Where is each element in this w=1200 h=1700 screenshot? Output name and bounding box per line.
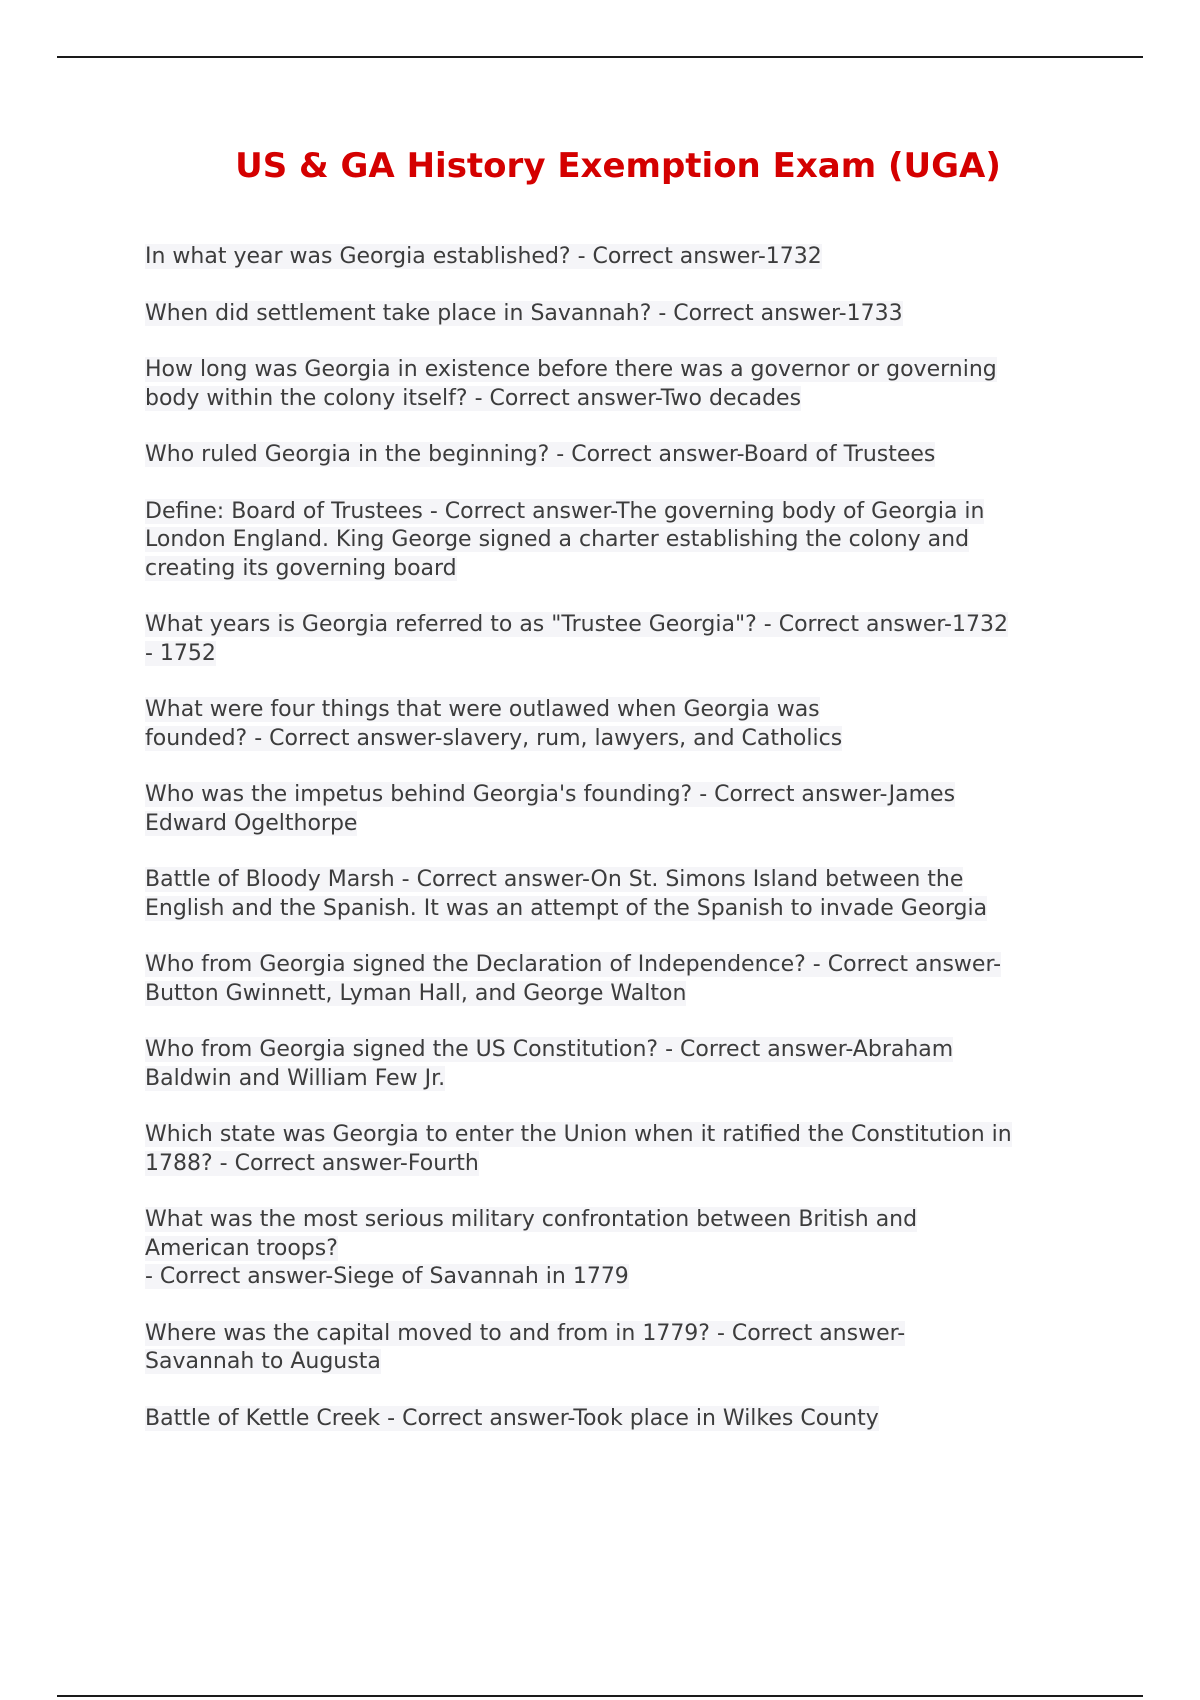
question-answer-text: Define: Board of Trustees - Correct answer-The governing body of Georgia in London England. King George signed a charter establishing the colony and creating its governing board bbox=[145, 498, 985, 581]
list-item bbox=[145, 696, 1105, 753]
question-answer-text: Who was the impetus behind Georgia's founding? - Correct answer-James Edward Ogelthorpe bbox=[145, 782, 956, 836]
question-answer-text: Who ruled Georgia in the beginning? - Correct answer-Board of Trustees bbox=[145, 442, 936, 467]
question-answer-text: Who from Georgia signed the US Constitution? - Correct answer-Abraham Baldwin and William Few Jr. bbox=[145, 1037, 954, 1091]
list-item bbox=[145, 781, 1105, 838]
list-item bbox=[145, 1036, 1105, 1093]
list-item bbox=[145, 611, 1105, 668]
list-item bbox=[145, 1121, 1105, 1178]
list-item bbox=[145, 243, 1105, 272]
list-item bbox=[145, 1320, 1105, 1377]
list-item bbox=[145, 441, 1105, 470]
question-answer-text: Which state was Georgia to enter the Union when it ratified the Constitution in 1788? - Correct answer-Fourth bbox=[145, 1122, 1012, 1176]
question-answer-text: Battle of Bloody Marsh - Correct answer-On St. Simons Island between the English and the Spanish. It was an attempt of the Spanish to invade Georgia bbox=[145, 867, 988, 921]
question-answer-text: In what year was Georgia established? - Correct answer-1732 bbox=[145, 244, 822, 269]
question-answer-text: Battle of Kettle Creek - Correct answer-Took place in Wilkes County bbox=[145, 1405, 879, 1431]
question-answer-text: Where was the capital moved to and from in 1779? - Correct answer- Savannah to Augusta bbox=[145, 1320, 906, 1374]
top-rule bbox=[57, 56, 1143, 58]
list-item bbox=[145, 1405, 1105, 1434]
question-answer-text: What was the most serious military confrontation between British and American troops? - Correct answer-Siege of Savannah in 1779 bbox=[145, 1207, 918, 1289]
question-answer-text: When did settlement take place in Savannah? - Correct answer-1733 bbox=[145, 300, 903, 326]
question-answer-text: What were four things that were outlawed when Georgia was founded? - Correct answer-slavery, rum, lawyers, and Catholics bbox=[145, 697, 843, 751]
list-item bbox=[145, 300, 1105, 329]
bottom-rule bbox=[57, 1695, 1143, 1697]
list-item bbox=[145, 498, 1105, 584]
question-list bbox=[145, 243, 1105, 1461]
question-answer-text: How long was Georgia in existence before there was a governor or governing body within the colony itself? - Correct answer-Two decades bbox=[145, 357, 997, 411]
list-item bbox=[145, 866, 1105, 923]
list-item bbox=[145, 356, 1105, 413]
question-answer-text: What years is Georgia referred to as "Trustee Georgia"? - Correct answer-1732 - 1752 bbox=[145, 612, 1008, 666]
list-item bbox=[145, 951, 1105, 1008]
document-title: US & GA History Exemption Exam (UGA) bbox=[235, 146, 1001, 186]
question-answer-text: Who from Georgia signed the Declaration of Independence? - Correct answer- Button Gwinnett, Lyman Hall, and George Walton bbox=[145, 952, 1002, 1006]
list-item bbox=[145, 1206, 1105, 1292]
